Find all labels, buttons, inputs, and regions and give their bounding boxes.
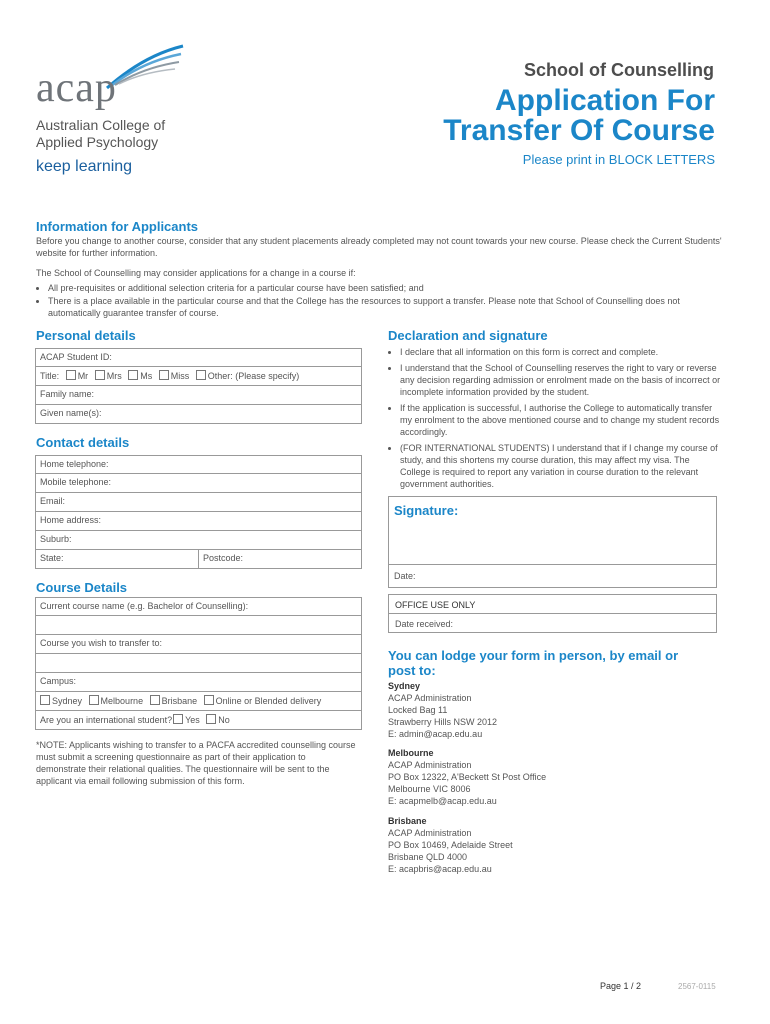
declaration-list [388,346,722,491]
address-melbourne [388,747,546,807]
title-mrs-label: Mrs [106,371,122,381]
college-name-line1: Australian College of [36,117,166,133]
campus-label: Campus: [40,676,77,686]
logo-swoosh-icon [105,42,185,97]
title-ms-checkbox[interactable] [128,370,138,380]
address-brisbane [388,815,513,875]
state-field[interactable] [35,550,199,569]
brisbane-line3: Brisbane QLD 4000 [388,852,468,862]
family-name-field[interactable] [35,386,362,405]
address-sydney [388,680,497,740]
home-telephone-field[interactable] [35,455,362,474]
signature-label: Signature: [394,503,459,518]
student-id-field[interactable] [35,348,362,367]
info-section [36,219,726,320]
transfer-course-label: Course you wish to transfer to: [40,638,163,648]
state-label: State: [40,553,64,563]
signature-box[interactable] [388,496,717,588]
info-bullet-1: • All pre-requisites or additional selection criteria for a particular course have been satisfied; and [48,282,726,294]
title-line2: Transfer Of Course [443,114,715,147]
office-use-box [388,594,717,633]
tagline: keep learning [36,158,133,175]
campus-melbourne-checkbox[interactable] [89,695,99,705]
international-no-label: No [218,715,230,725]
school-name: School of Counselling [524,60,714,80]
melbourne-line3: Melbourne VIC 8006 [388,784,471,794]
given-names-label: Given name(s): [40,408,102,418]
date-label: Date: [394,571,416,581]
form-code: 2567-0115 [678,982,716,991]
college-name [36,117,165,151]
page-title [443,86,715,146]
declaration-item-4: • (FOR INTERNATIONAL STUDENTS) I understand that if I change my course of study, and this shortens my course duration, this may affect my visa. The College is required to report any variation in course duration to the relevant government authorities. [400,442,722,490]
international-no-checkbox[interactable] [206,714,216,724]
campus-online-label: Online or Blended delivery [215,696,322,706]
melbourne-email[interactable]: E: acapmelb@acap.edu.au [388,796,497,806]
melbourne-line2: PO Box 12322, A'Beckett St Post Office [388,772,547,782]
student-id-label: ACAP Student ID: [40,352,112,362]
title-line1: Application For [495,84,715,117]
mobile-telephone-field[interactable] [35,474,362,493]
sydney-line3: Strawberry Hills NSW 2012 [388,717,498,727]
current-course-field[interactable] [35,597,362,616]
postcode-label: Postcode: [203,553,244,563]
title-label: Title: [40,371,60,381]
home-address-field[interactable] [35,512,362,531]
course-heading: Course Details [36,580,128,595]
campus-sydney-checkbox[interactable] [40,695,50,705]
title-field [35,367,362,386]
transfer-course-line2[interactable] [35,654,362,673]
campus-melbourne-label: Melbourne [100,696,144,706]
declaration-heading: Declaration and signature [388,328,548,343]
title-other-label: Other: (Please specify) [207,371,300,381]
declaration-item-3: • If the application is successful, I authorise the College to automatically transfer my enrolment to the above mentioned course and to change my student records accordingly. [400,402,722,438]
info-bullets [36,282,726,319]
current-course-label: Current course name (e.g. Bachelor of Counselling): [40,601,249,611]
print-note: Please print in BLOCK LETTERS [522,152,715,167]
current-course-line2[interactable] [35,616,362,635]
page-number: Page 1 / 2 [600,981,642,991]
title-other-checkbox[interactable] [196,370,206,380]
campus-online-checkbox[interactable] [204,695,214,705]
title-mr-checkbox[interactable] [66,370,76,380]
declaration-item-1: • I declare that all information on this form is correct and complete. [400,346,722,358]
brisbane-line1: ACAP Administration [388,828,472,838]
campus-options-row [35,692,362,711]
family-name-label: Family name: [40,389,95,399]
title-miss-label: Miss [170,371,190,381]
given-names-field[interactable] [35,405,362,424]
email-label: Email: [40,496,66,506]
campus-sydney-label: Sydney [52,696,83,706]
lodge-heading [388,648,718,678]
lodge-heading-line2: post to: [388,663,436,678]
postcode-field[interactable] [198,550,362,569]
declaration-item-2: • I understand that the School of Counselling reserves the right to vary or reverse any decision regarding admission or enrolment made on the basis of incorrect or incomplete information provided by the student. [400,362,722,398]
melbourne-city: Melbourne [388,748,434,758]
contact-heading: Contact details [36,435,130,450]
campus-brisbane-label: Brisbane [161,696,198,706]
info-heading: Information for Applicants [36,219,199,234]
sydney-line2: Locked Bag 11 [388,705,448,715]
home-telephone-label: Home telephone: [40,459,109,469]
date-received-label: Date received: [395,619,454,629]
logo-wordmark: acap [36,65,117,111]
course-note: *NOTE: Applicants wishing to transfer to a PACFA accredited counselling course must submit a screening questionnaire as part of their application to demonstrate their relational qualities. The questionnaire will be sent to the applicant via email following submission of this form. [36,740,356,786]
title-mrs-checkbox[interactable] [95,370,105,380]
office-use-heading: OFFICE USE ONLY [395,600,476,610]
international-yes-label: Yes [185,715,200,725]
title-mr-label: Mr [77,371,89,381]
international-question: Are you an international student? [40,715,173,725]
sydney-line1: ACAP Administration [388,693,472,703]
lodge-heading-line1: You can lodge your form in person, by email or [388,648,679,663]
info-para1: Before you change to another course, consider that any student placements already completed may not count towards your new course. Please check the Current Students' website for further information. [36,236,722,258]
info-para2: The School of Counselling may consider applications for a change in a course if: [36,268,356,278]
campus-brisbane-checkbox[interactable] [150,695,160,705]
brisbane-email[interactable]: E: acapbris@acap.edu.au [388,864,492,874]
info-bullet-2: • There is a place available in the particular course and that the College has the resources to support a transfer. Please note that School of Counselling does not automatically guarantee transfer of course. [48,295,726,319]
brisbane-city: Brisbane [388,816,427,826]
personal-heading: Personal details [36,328,136,343]
home-address-label: Home address: [40,515,102,525]
suburb-label: Suburb: [40,534,72,544]
title-ms-label: Ms [140,371,153,381]
suburb-field[interactable] [35,531,362,550]
mobile-telephone-label: Mobile telephone: [40,477,112,487]
sydney-email[interactable]: E: admin@acap.edu.au [388,729,483,739]
email-field[interactable] [35,493,362,512]
college-name-line2: Applied Psychology [36,134,159,150]
transfer-course-field[interactable] [35,635,362,654]
title-miss-checkbox[interactable] [159,370,169,380]
melbourne-line1: ACAP Administration [388,760,472,770]
international-row [35,711,362,730]
campus-field [35,673,362,692]
brisbane-line2: PO Box 10469, Adelaide Street [388,840,513,850]
sydney-city: Sydney [388,681,421,691]
international-yes-checkbox[interactable] [173,714,183,724]
